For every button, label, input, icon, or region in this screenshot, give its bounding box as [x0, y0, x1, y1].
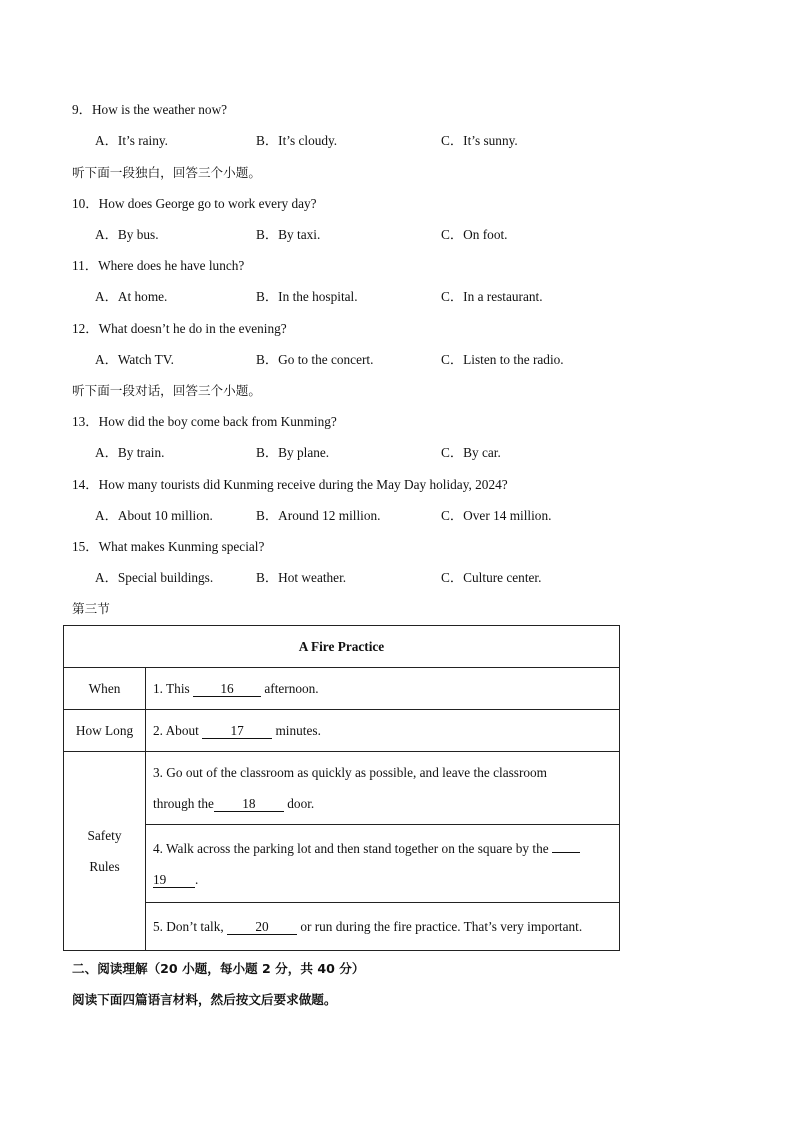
q9-option-a: A．It’s rainy. — [95, 133, 168, 148]
question-15: 15．What makes Kunming special? — [72, 539, 265, 554]
q15-option-c: C．Culture center. — [441, 570, 542, 585]
blank-19-start — [552, 852, 580, 853]
rule-4-suffix: . — [195, 871, 199, 887]
q14-option-c: C．Over 14 million. — [441, 508, 552, 523]
rule-4-line-2 — [153, 864, 619, 895]
how-long-label: How Long — [64, 710, 146, 752]
question-14: 14．How many tourists did Kunming receive during the May Day holiday, 2024? — [72, 477, 508, 492]
table-title: A Fire Practice — [64, 626, 620, 668]
question-9: 9．How is the weather now? — [72, 102, 228, 117]
rule-4-line-1 — [153, 833, 619, 864]
rule-3-line-1: 3. Go out of the classroom as quickly as possible, and leave the classroom — [153, 765, 548, 780]
when-content — [146, 668, 620, 710]
question-12: 12．What doesn’t he do in the evening? — [72, 321, 287, 336]
q9-option-c: C．It’s sunny. — [441, 133, 518, 148]
fire-practice-table — [63, 625, 620, 951]
when-label: When — [64, 668, 146, 710]
blank-16: 16 — [193, 681, 261, 697]
blank-20: 20 — [227, 919, 297, 935]
when-prefix: 1. This — [153, 681, 190, 696]
section-3-heading: 第三节 — [72, 601, 110, 616]
question-10: 10．How does George go to work every day? — [72, 196, 317, 211]
rule-3 — [146, 752, 620, 825]
q13-option-c: C．By car. — [441, 445, 501, 460]
part-2-heading: 二、阅读理解（20 小题，每小题 2 分，共 40 分） — [72, 961, 365, 976]
q9-option-b: B．It’s cloudy. — [256, 133, 338, 148]
how-long-suffix: minutes. — [275, 723, 321, 738]
question-11: 11．Where does he have lunch? — [72, 258, 245, 273]
how-long-prefix: 2. About — [153, 723, 199, 738]
blank-18: 18 — [214, 796, 284, 812]
safety-rules-label — [64, 752, 146, 951]
rule-5-prefix: 5. Don’t talk, — [153, 919, 224, 934]
rule-3-suffix: door. — [287, 796, 315, 811]
rule-3-line-2 — [153, 788, 619, 819]
blank-17: 17 — [202, 723, 272, 739]
q14-option-a: A．About 10 million. — [95, 508, 213, 523]
q10-option-c: C．On foot. — [441, 227, 508, 242]
q13-option-a: A．By train. — [95, 445, 165, 460]
q11-option-c: C．In a restaurant. — [441, 289, 543, 304]
rule-5 — [146, 903, 620, 951]
q12-option-a: A．Watch TV. — [95, 352, 174, 367]
q15-option-a: A．Special buildings. — [95, 570, 214, 585]
question-13: 13．How did the boy come back from Kunming? — [72, 414, 337, 429]
rule-4 — [146, 825, 620, 903]
q10-option-b: B．By taxi. — [256, 227, 321, 242]
q10-option-a: A．By bus. — [95, 227, 159, 242]
monologue-instruction: 听下面一段独白，回答三个小题。 — [72, 165, 261, 180]
safety-label-line-2: Rules — [89, 859, 120, 874]
q13-option-b: B．By plane. — [256, 445, 330, 460]
blank-19: 19 — [153, 872, 195, 888]
q12-option-c: C．Listen to the radio. — [441, 352, 564, 367]
dialogue-instruction: 听下面一段对话，回答三个小题。 — [72, 383, 261, 398]
how-long-content — [146, 710, 620, 752]
q14-option-b: B．Around 12 million. — [256, 508, 381, 523]
q11-option-a: A．At home. — [95, 289, 168, 304]
when-suffix: afternoon. — [264, 681, 319, 696]
q12-option-b: B．Go to the concert. — [256, 352, 374, 367]
q11-option-b: B．In the hospital. — [256, 289, 358, 304]
safety-label-line-1: Safety — [87, 828, 122, 843]
rule-3-prefix: through the — [153, 796, 214, 811]
part-2-subheading: 阅读下面四篇语言材料，然后按文后要求做题。 — [72, 992, 337, 1007]
rule-4-text: 4. Walk across the parking lot and then stand together on the square by the — [153, 840, 549, 856]
rule-5-suffix: or run during the fire practice. That’s very important. — [300, 919, 583, 934]
q15-option-b: B．Hot weather. — [256, 570, 347, 585]
